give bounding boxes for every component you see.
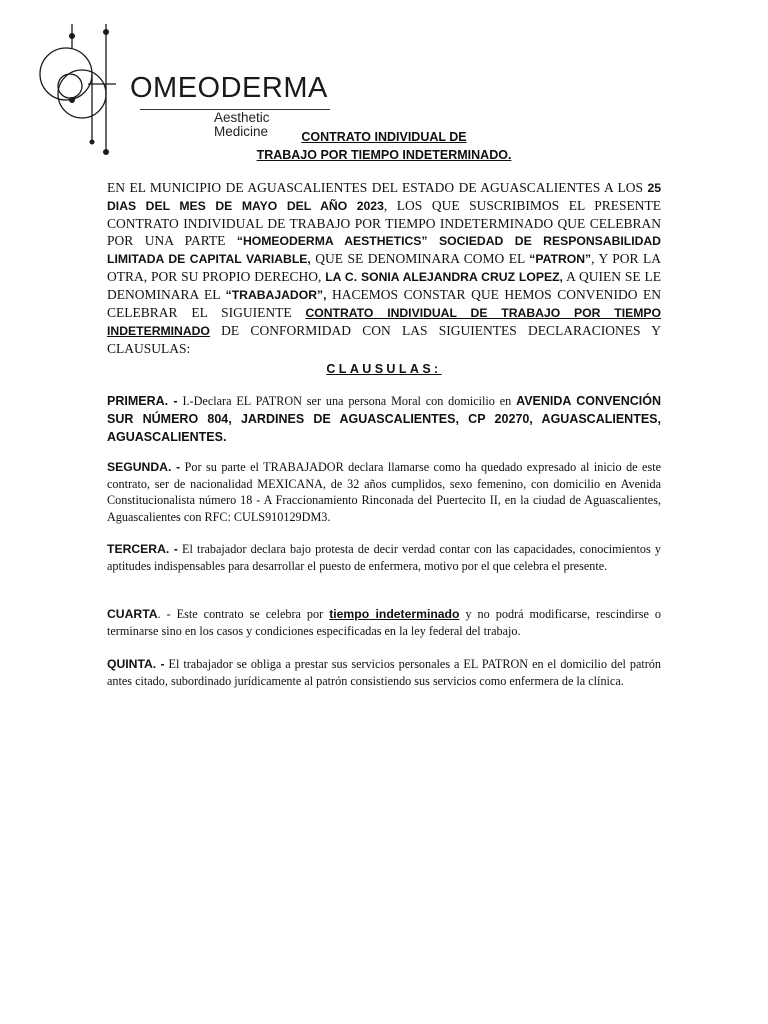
clause-label: CUARTA xyxy=(107,607,158,621)
clause-label: QUINTA. - xyxy=(107,657,165,671)
brand-name: OMEODERMA xyxy=(130,72,328,104)
clause-primera: PRIMERA. - I.-Declara EL PATRON ser una persona Moral con domicilio en AVENIDA CONVENCIÓN SUR NÚMERO 804, JARDINES DE AGUASCALIENTES, CP 20270, AGUASCALIENTES, AGUASCALIENTES. xyxy=(107,394,662,444)
clause-label: PRIMERA. - xyxy=(107,394,178,408)
document-title-line-2: TRABAJO POR TIEMPO INDETERMINADO. xyxy=(256,148,512,162)
clause-segunda: SEGUNDA. - Por su parte el TRABAJADOR declara llamarse como ha quedado expresado al inicio de este contrato, ser de nacionalidad MEXICANA, de 32 años cumplidos, sexo femenino, con domicilio en Avenida Constitucionalista número 18 - A Fraccionamiento Rinconada del Puertecito II, en la ciudad de Aguascalientes, Aguascalientes con RFC: CULS910129DM3. xyxy=(107,460,661,524)
clause-quinta: QUINTA. - El trabajador se obliga a prestar sus servicios personales a EL PATRON en el domicilio del patrón antes citado, subordinado jurídicamente al patrón consistiendo sus servicios como enfermera de la clínica. xyxy=(107,657,661,688)
clausulas-heading: CLAUSULAS: xyxy=(326,362,442,376)
clause-cuarta: CUARTA. - Este contrato se celebra por tiempo indeterminado y no podrá modificarse, rescindirse o terminarse sino en los casos y condiciones especificadas en la ley federal del trabajo. xyxy=(107,607,661,638)
clause-tercera: TERCERA. - El trabajador declara bajo protesta de decir verdad contar con las capacidades, conocimientos y aptitudes indispensables para desarrollar el puesto de enfermera, motivo por el que celebra el presente. xyxy=(107,542,661,573)
clause-label: SEGUNDA. - xyxy=(107,460,181,474)
document-title-line-1: CONTRATO INDIVIDUAL DE xyxy=(301,130,467,144)
intro-paragraph: EN EL MUNICIPIO DE AGUASCALIENTES DEL ESTADO DE AGUASCALIENTES A LOS 25 DIAS DEL MES DE MAYO DEL AÑO 2023, LOS QUE SUSCRIBIMOS EL PRESENTE CONTRATO INDIVIDUAL DE TRABAJO POR TIEMPO INDETERMINADO QUE CELEBRAN POR UNA PARTE “HOMEODERMA AESTHETICS” SOCIEDAD DE RESPONSABILIDAD LIMITADA DE CAPITAL VARIABLE, QUE SE DENOMINARA COMO EL “PATRON”, Y POR LA OTRA, POR SU PROPIO DERECHO, LA C. SONIA ALEJANDRA CRUZ LOPEZ, A QUIEN SE LE DENOMINARA EL “TRABAJADOR”, HACEMOS CONSTAR QUE HEMOS CONVENIDO EN CELEBRAR EL SIGUIENTE CONTRATO INDIVIDUAL DE TRABAJO POR TIEMPO INDETERMINADO DE CONFORMIDAD CON LAS SIGUIENTES DECLARACIONES Y CLAUSULAS: xyxy=(107,180,662,356)
brand-tagline: Aesthetic Medicine xyxy=(214,110,270,139)
clause-label: TERCERA. - xyxy=(107,542,178,556)
